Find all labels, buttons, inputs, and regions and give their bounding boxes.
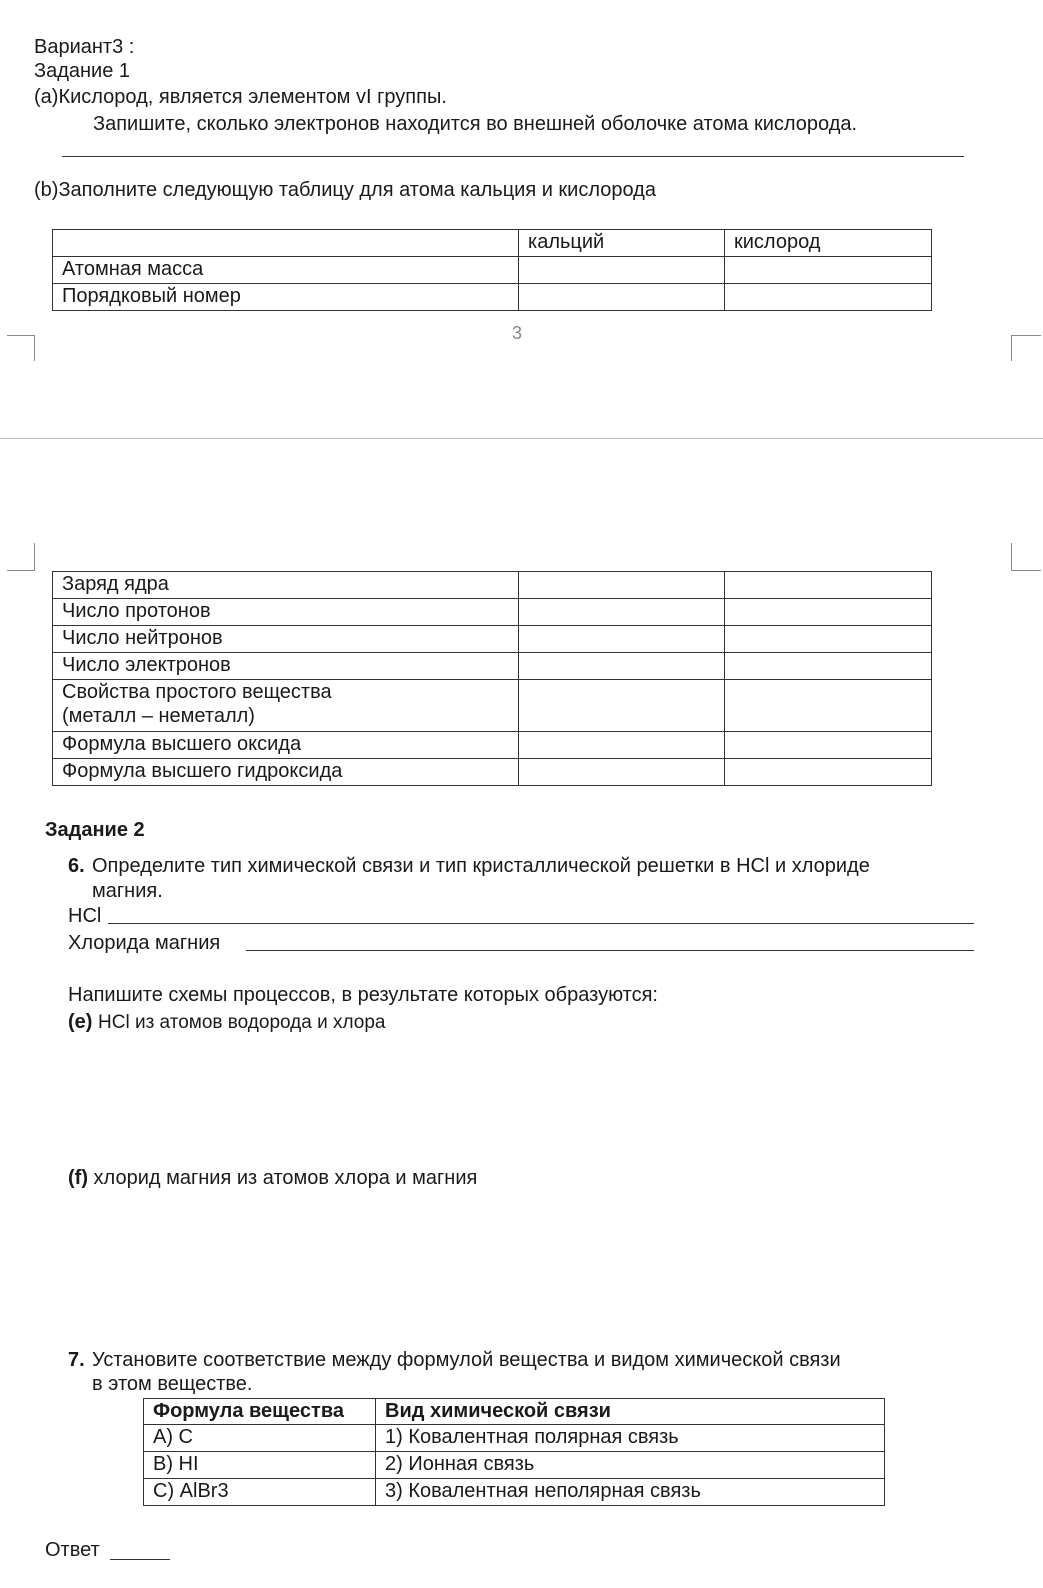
- item-e-label: (e): [68, 1011, 93, 1033]
- page-corner-mark: [1011, 543, 1041, 571]
- table-cell[interactable]: [725, 732, 932, 759]
- table-cell[interactable]: [519, 653, 725, 680]
- table-cell[interactable]: [519, 626, 725, 653]
- table-cell[interactable]: [519, 257, 725, 284]
- hcl-answer-line[interactable]: [108, 923, 974, 924]
- page-corner-mark: [1011, 335, 1041, 361]
- table-header-calcium: кальций: [519, 230, 725, 257]
- mgcl-label: Хлорида магния: [68, 932, 221, 954]
- row-label-higher-oxide: Формула высшего оксида: [53, 732, 519, 759]
- matching-formula-a: А) С: [144, 1425, 376, 1452]
- page-corner-mark: [7, 543, 35, 571]
- page-separator: [0, 438, 1043, 439]
- item-e: [68, 1010, 386, 1035]
- matching-formula-c: С) AlBr3: [144, 1479, 376, 1506]
- table-cell[interactable]: [725, 759, 932, 786]
- row-label-atomic-mass: Атомная масса: [53, 257, 519, 284]
- schemes-intro: Напишите схемы процессов, в результате которых образуются:: [68, 984, 658, 1006]
- matching-table: [143, 1398, 885, 1506]
- item-f: [68, 1166, 477, 1190]
- q7-text-line1: Установите соответствие между формулой вещества и видом химической связи: [92, 1349, 841, 1371]
- matching-header-formula: Формула вещества: [144, 1399, 376, 1425]
- table-cell[interactable]: [519, 284, 725, 311]
- task1-heading: Задание 1: [34, 60, 131, 82]
- table-cell[interactable]: [725, 653, 932, 680]
- table-header-oxygen: кислород: [725, 230, 932, 257]
- matching-bond-3: 3) Ковалентная неполярная связь: [376, 1479, 885, 1506]
- row-label-nuclear-charge: Заряд ядра: [53, 572, 519, 599]
- table-cell[interactable]: [519, 732, 725, 759]
- table-header-cell: [53, 230, 519, 257]
- table-cell[interactable]: [519, 599, 725, 626]
- table-cell[interactable]: [519, 680, 725, 732]
- matching-formula-b: В) HI: [144, 1452, 376, 1479]
- answer-line-a[interactable]: [62, 156, 964, 157]
- elements-table-bottom: [52, 571, 932, 786]
- item-f-text: хлорид магния из атомов хлора и магния: [93, 1167, 478, 1189]
- table-cell[interactable]: [725, 599, 932, 626]
- row-label-electrons: Число электронов: [53, 653, 519, 680]
- table-cell[interactable]: [725, 257, 932, 284]
- page-number: 3: [512, 323, 523, 343]
- elements-table-top: [52, 229, 932, 311]
- row-label-properties-line1: Свойства простого вещества: [62, 681, 332, 703]
- variant-label: Вариант3 :: [34, 36, 135, 58]
- table-cell[interactable]: [725, 572, 932, 599]
- mgcl-answer-line[interactable]: [246, 950, 974, 951]
- row-label-protons: Число протонов: [53, 599, 519, 626]
- row-label-properties: [53, 680, 519, 732]
- task2-heading: Задание 2: [45, 819, 145, 841]
- table-cell[interactable]: [519, 572, 725, 599]
- q7-number: 7.: [68, 1349, 85, 1371]
- item-f-label: (f): [68, 1167, 88, 1189]
- row-label-higher-hydroxide: Формула высшего гидроксида: [53, 759, 519, 786]
- task1-b-text: (b)Заполните следующую таблицу для атома кальция и кислорода: [34, 179, 656, 201]
- table-cell[interactable]: [725, 626, 932, 653]
- row-label-atomic-number: Порядковый номер: [53, 284, 519, 311]
- table-cell[interactable]: [725, 680, 932, 732]
- table-cell[interactable]: [725, 284, 932, 311]
- matching-bond-1: 1) Ковалентная полярная связь: [376, 1425, 885, 1452]
- row-label-properties-line2: (металл – неметалл): [62, 705, 255, 727]
- q6-number: 6.: [68, 855, 85, 877]
- item-e-text: HCl из атомов водорода и хлора: [98, 1012, 386, 1033]
- matching-bond-2: 2) Ионная связь: [376, 1452, 885, 1479]
- q6-text-line1: Определите тип химической связи и тип кристаллической решетки в HCl и хлориде: [92, 855, 870, 877]
- row-label-neutrons: Число нейтронов: [53, 626, 519, 653]
- table-cell[interactable]: [519, 759, 725, 786]
- q7-text-line2: в этом веществе.: [92, 1373, 253, 1395]
- task1-a-text: (a)Кислород, является элементом vI группы.: [34, 86, 447, 108]
- answer-label: Ответ: [45, 1539, 100, 1561]
- answer-blank-line[interactable]: [110, 1559, 170, 1560]
- matching-header-bond: Вид химической связи: [376, 1399, 885, 1425]
- page-corner-mark: [7, 335, 35, 361]
- hcl-label: HCl: [68, 905, 102, 927]
- q6-text-line2: магния.: [92, 880, 163, 902]
- task1-a-question: Запишите, сколько электронов находится во внешней оболочке атома кислорода.: [93, 113, 858, 135]
